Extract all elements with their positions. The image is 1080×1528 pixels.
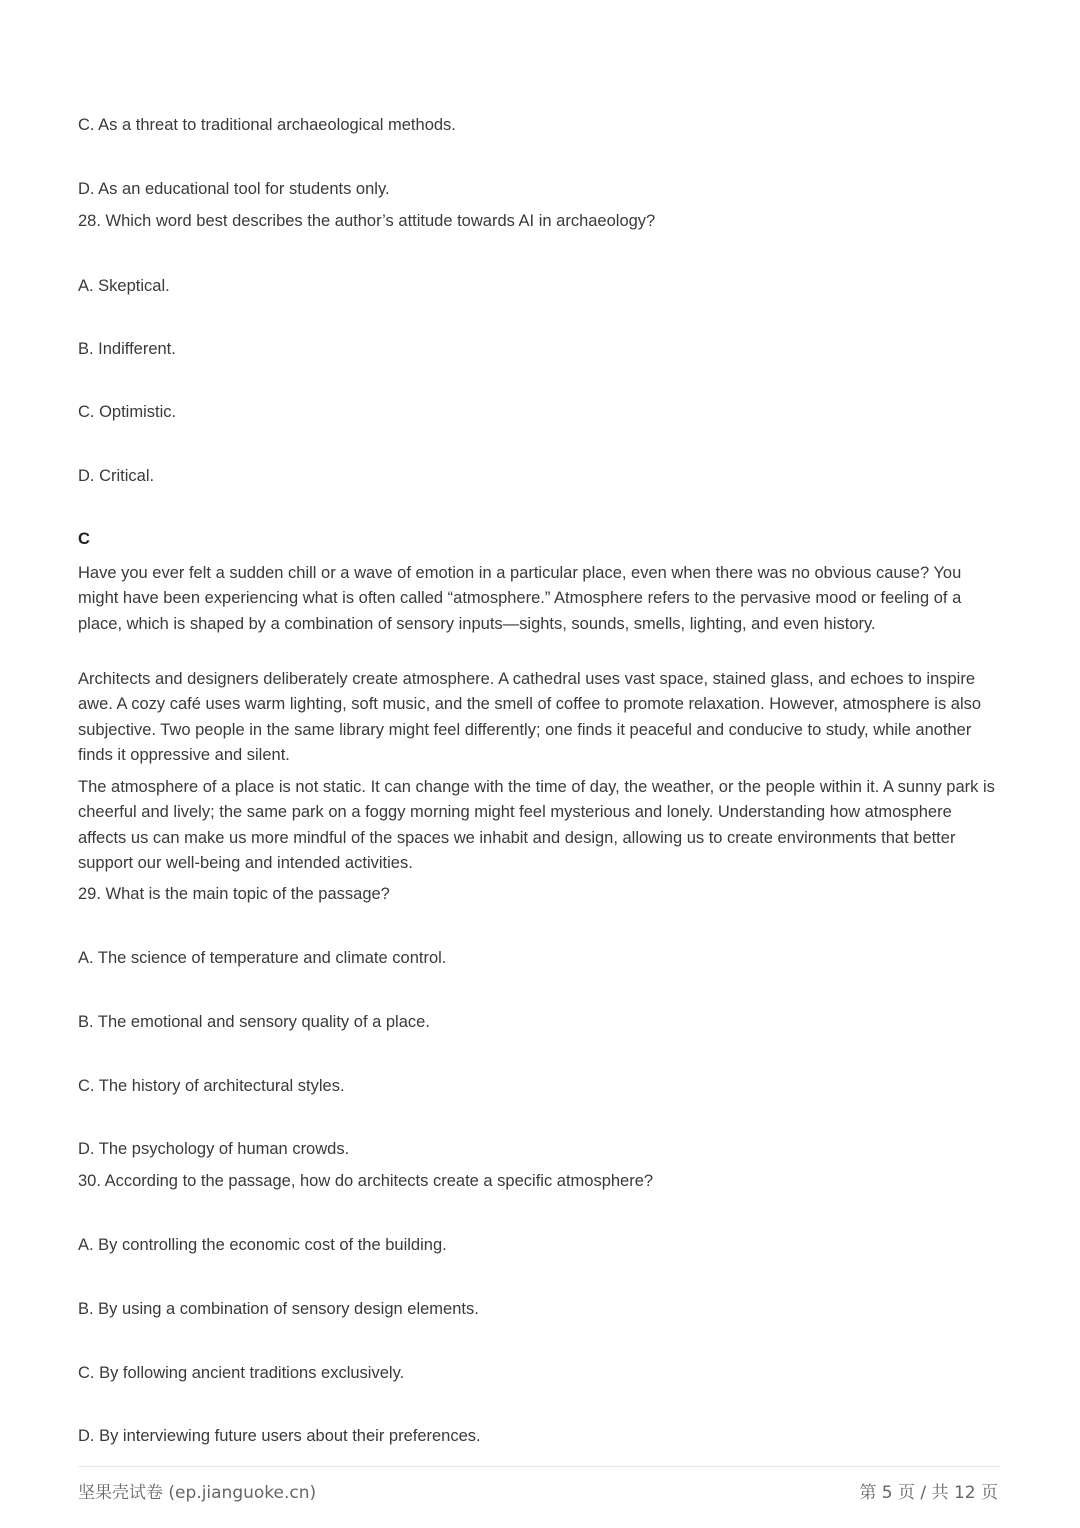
q29-stem: 29. What is the main topic of the passage?: [78, 885, 390, 903]
q30-stem: 30. According to the passage, how do architects create a specific atmosphere?: [78, 1172, 654, 1190]
footer-source: 坚果壳试卷 (ep.jianguoke.cn): [78, 1483, 317, 1503]
q28-option-d: D. Critical.: [78, 467, 155, 485]
q27-option-c: C. As a threat to traditional archaeological methods.: [78, 116, 456, 134]
q28-option-c: C. Optimistic.: [78, 403, 177, 421]
q30-option-d: D. By interviewing future users about their preferences.: [78, 1427, 481, 1445]
footer-page-number: 第 5 页 / 共 12 页: [859, 1483, 998, 1503]
section-c-heading: C: [78, 530, 90, 548]
q29-option-a: A. The science of temperature and climate control.: [78, 949, 447, 967]
footer-divider: [78, 1466, 1000, 1467]
q29-option-b: B. The emotional and sensory quality of a place.: [78, 1013, 430, 1031]
q29-option-d: D. The psychology of human crowds.: [78, 1140, 350, 1158]
section-c-paragraph-2: Architects and designers deliberately create atmosphere. A cathedral uses vast space, stained glass, and echoes to inspire awe. A cozy café uses warm lighting, soft music, and the smell of coffee to promote relaxation. However, atmosphere is also subjective. Two people in the same library might feel differently; one finds it peaceful and conducive to study, while another finds it oppressive and silent.: [78, 670, 982, 764]
q30-option-a: A. By controlling the economic cost of the building.: [78, 1236, 447, 1254]
section-c-paragraph-3: The atmosphere of a place is not static. It can change with the time of day, the weather, or the people within it. A sunny park is cheerful and lively; the same park on a foggy morning might feel mysterious and lonely. Understanding how atmosphere affects us can make us more mindful of the spaces we inhabit and design, allowing us to create environments that better support our well-being and intended activities.: [78, 778, 995, 872]
section-c-paragraph-1: Have you ever felt a sudden chill or a wave of emotion in a particular place, even when there was no obvious cause? You might have been experiencing what is often called “atmosphere.” Atmosphere refers to the pervasive mood or feeling of a place, which is shaped by a combination of sensory inputs—sights, sounds, smells, lighting, and even history.: [78, 564, 962, 633]
q28-stem: 28. Which word best describes the author’s attitude towards AI in archaeology?: [78, 212, 656, 230]
q29-option-c: C. The history of architectural styles.: [78, 1077, 345, 1095]
q30-option-b: B. By using a combination of sensory design elements.: [78, 1300, 479, 1318]
q28-option-b: B. Indifferent.: [78, 340, 176, 358]
q30-option-c: C. By following ancient traditions exclusively.: [78, 1364, 405, 1382]
q28-option-a: A. Skeptical.: [78, 277, 170, 295]
q27-option-d: D. As an educational tool for students only.: [78, 180, 390, 198]
